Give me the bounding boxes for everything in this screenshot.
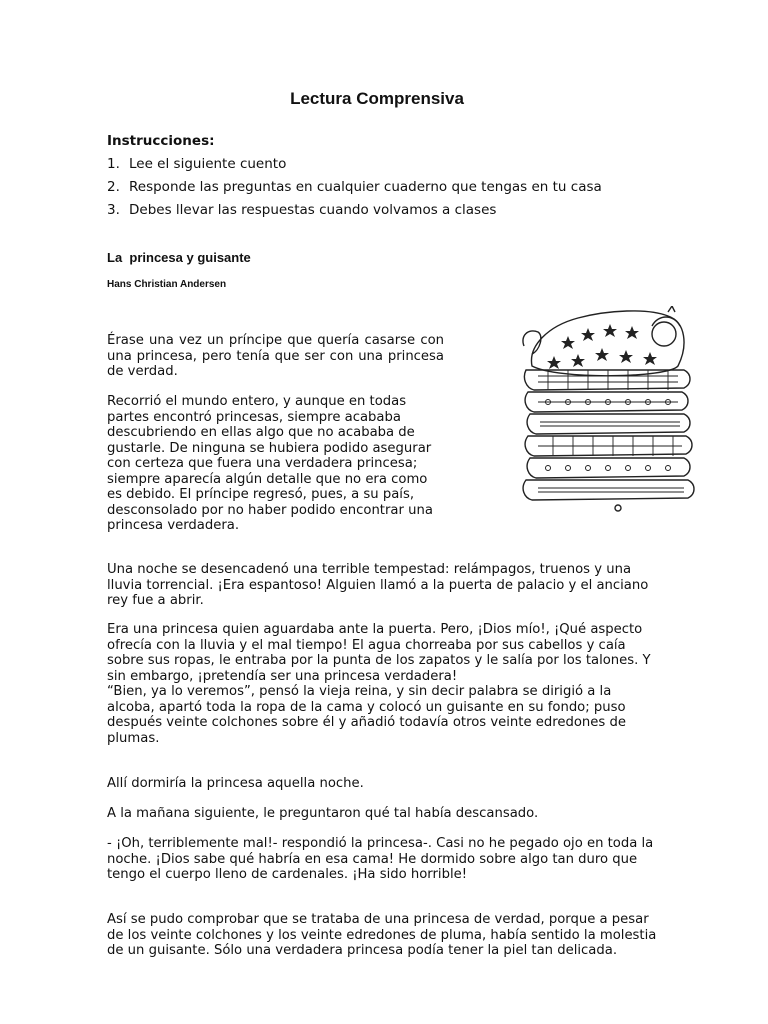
instruction-item xyxy=(107,178,602,201)
story-paragraph: Así se pudo comprobar que se trataba de una princesa de verdad, porque a pesar de los veinte colchones y los veinte edredones de pluma, había sentido la molestia de un guisante. Sólo una verdadera princesa podía tener la piel tan delicada. xyxy=(107,912,657,958)
page-title: Lectura Comprensiva xyxy=(290,89,464,108)
story-paragraph: A la mañana siguiente, le preguntaron qué tal había descansado. xyxy=(107,806,539,821)
instruction-text: Responde las preguntas en cualquier cuaderno que tengas en tu casa xyxy=(129,179,602,195)
instruction-number: 2. xyxy=(107,179,120,195)
story-paragraph: Una noche se desencadenó una terrible tempestad: relámpagos, truenos y una lluvia torrencial. ¡Era espantoso! Alguien llamó a la puerta de palacio y el anciano rey fue a abrir. xyxy=(107,562,649,608)
instructions-heading: Instrucciones: xyxy=(107,133,215,149)
story-author: Hans Christian Andersen xyxy=(107,279,227,290)
instruction-text: Lee el siguiente cuento xyxy=(129,156,287,172)
instruction-text: Debes llevar las respuestas cuando volvamos a clases xyxy=(129,202,497,218)
instruction-item xyxy=(107,201,602,224)
story-title: La princesa y guisante xyxy=(107,250,251,265)
story-paragraph: - ¡Oh, terriblemente mal!- respondió la princesa-. Casi no he pegado ojo en toda la noche. ¡Dios sabe qué habría en esa cama! He dormido sobre algo tan duro que tengo el cuerpo lleno de cardenales. ¡Ha sido horrible! xyxy=(107,836,654,882)
story-paragraph: Allí dormiría la princesa aquella noche. xyxy=(107,776,364,791)
instruction-number: 3. xyxy=(107,202,120,218)
story-paragraph: Érase una vez un príncipe que quería casarse con una princesa, pero tenía que ser con una princesa de verdad. xyxy=(107,333,444,379)
instruction-number: 1. xyxy=(107,156,120,172)
instructions-list xyxy=(107,155,602,224)
story-paragraph: Era una princesa quien aguardaba ante la puerta. Pero, ¡Dios mío!, ¡Qué aspecto ofrecía con la lluvia y el mal tiempo! El agua chorreaba por sus cabellos y caía sobre sus ropas, le entraba por la punta de los zapatos y le salía por los talones. Y sin embargo, ¡pretendía ser una princesa verdadera! “Bien, ya lo veremos”, pensó la vieja reina, y sin decir palabra se dirigió a la alcoba, apartó toda la ropa de la cama y colocó un guisante en su fondo; puso después veinte colchones sobre él y añadió todavía otros veinte edredones de plumas. xyxy=(107,622,651,746)
instruction-item xyxy=(107,155,602,178)
princess-on-mattresses-illustration xyxy=(518,306,698,516)
story-paragraph: Recorrió el mundo entero, y aunque en todas partes encontró princesas, siempre acababa descubriendo en ellas algo que no acababa de gustarle. De ninguna se hubiera podido asegurar con certeza que fuera una verdadera princesa; siempre aparecía algún detalle que no era como es debido. El príncipe regresó, pues, a su país, desconsolado por no haber podido encontrar una princesa verdadera. xyxy=(107,394,433,533)
